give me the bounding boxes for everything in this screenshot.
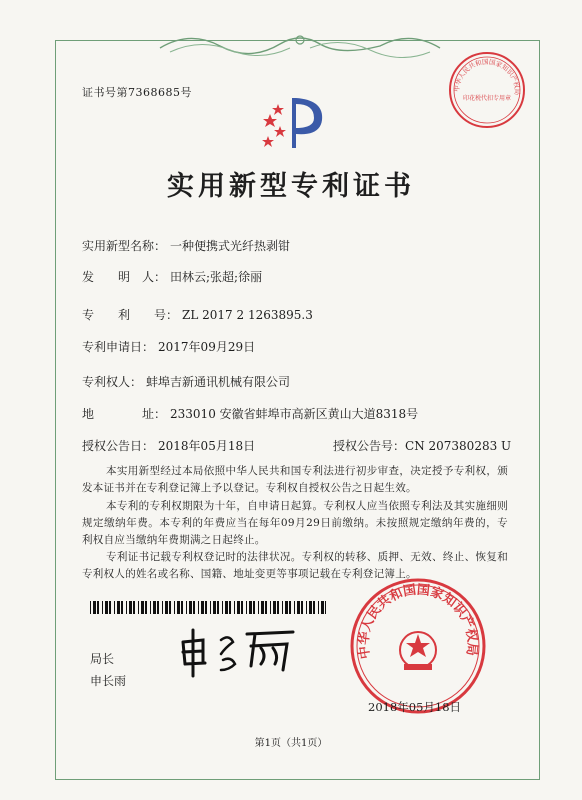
field-value: ZL 2017 2 1263895.3 — [182, 308, 313, 322]
field-label: 授权公告号： — [333, 439, 406, 453]
field-value: 蚌埠吉新通讯机械有限公司 — [146, 375, 291, 389]
tax-stamp-seal — [447, 50, 527, 130]
field-publication-date — [82, 437, 255, 454]
barcode-icon — [90, 601, 326, 614]
ornament-header — [150, 28, 450, 58]
certificate-number: 证书号第7368685号 — [82, 86, 192, 99]
field-value: 田林云;张超;徐丽 — [170, 270, 263, 284]
paragraph-term: 本专利的专利权期限为十年，自申请日起算。专利权人应当依照专利法及其实施细则规定缴纳年费。本专利的年费应当在每年09月29日前缴纳。未按照规定缴纳年费的，专利权自应当缴纳年费期满之日起终止。 — [82, 500, 508, 546]
field-label: 专利权人： — [82, 375, 143, 389]
field-label: 地 址： — [82, 407, 167, 421]
director-name: 申长雨 — [90, 674, 127, 688]
director-title: 局长 — [90, 652, 115, 666]
field-label: 专利申请日： — [82, 340, 155, 354]
field-value: CN 207380283 U — [405, 439, 512, 453]
field-patentee — [82, 373, 290, 390]
field-patent-number — [82, 306, 313, 323]
field-inventor — [82, 268, 262, 285]
field-filing-date — [82, 338, 255, 355]
field-utility-model-name — [82, 237, 290, 254]
field-value: 233010 安徽省蚌埠市高新区黄山大道8318号 — [170, 407, 419, 421]
field-label: 授权公告日： — [82, 439, 155, 453]
certificate-title: 实用新型专利证书 — [167, 171, 415, 202]
field-publication-number — [333, 437, 511, 454]
field-label: 实用新型名称： — [82, 239, 167, 253]
official-seal-text: 中华人民共和国国家知识产权局 — [356, 582, 480, 660]
paragraph-grant: 本实用新型经过本局依照中华人民共和国专利法进行初步审查，决定授予专利权，颁发本证书并在专利登记簿上予以登记。专利权自授权公告之日起生效。 — [82, 465, 508, 494]
page-number: 第1页（共1页） — [254, 738, 328, 749]
field-value: 2017年09月29日 — [158, 340, 256, 354]
field-label: 专 利 号： — [82, 308, 179, 322]
field-address — [82, 405, 418, 422]
director-signature-icon — [175, 620, 300, 680]
paragraph-legal-status: 专利证书记载专利权登记时的法律状况。专利权的转移、质押、无效、终止、恢复和专利权人的姓名或名称、国籍、地址变更等事项记载在专利登记簿上。 — [82, 551, 508, 580]
stamp-date: 2018年05月18日 — [368, 700, 462, 714]
field-value: 一种便携式光纤热剥钳 — [170, 239, 291, 253]
patent-office-logo-icon — [262, 92, 332, 152]
tax-stamp-inner-text: 印花税代扣专用章 — [462, 95, 512, 102]
field-label: 发 明 人： — [82, 270, 167, 284]
field-value: 2018年05月18日 — [158, 439, 256, 453]
tax-stamp-text: 中华人民共和国国家知识产权局 — [452, 57, 522, 96]
official-seal — [348, 576, 488, 716]
